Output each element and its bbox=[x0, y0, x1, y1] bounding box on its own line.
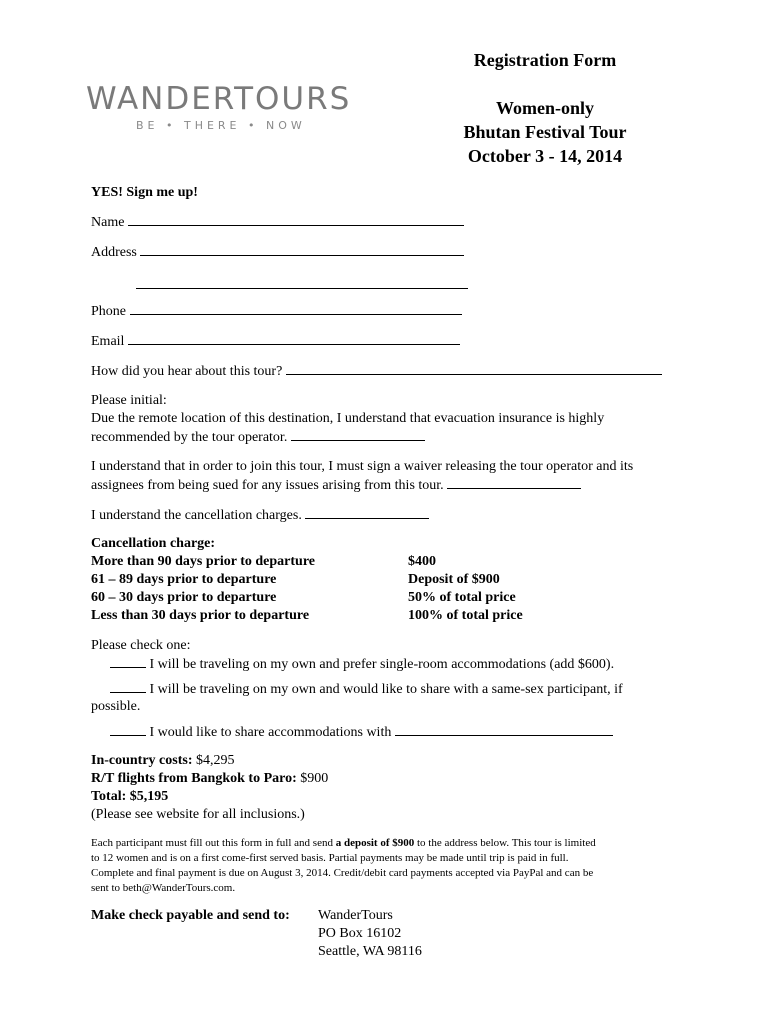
insurance-text-2: recommended by the tour operator. bbox=[91, 430, 288, 445]
name-field[interactable] bbox=[128, 213, 464, 226]
address-field-1[interactable] bbox=[140, 243, 464, 256]
option-share-same-sex-check[interactable] bbox=[110, 680, 146, 693]
name-label: Name bbox=[91, 215, 125, 230]
cancellation-period-1: More than 90 days prior to departure bbox=[91, 554, 315, 569]
check-heading: Please check one: bbox=[91, 638, 191, 653]
incountry-value: $4,295 bbox=[196, 753, 235, 768]
cancellation-period-2: 61 – 89 days prior to departure bbox=[91, 572, 277, 587]
cancellation-charge-4: 100% of total price bbox=[408, 608, 523, 623]
option-share-with-label: I would like to share accommodations with bbox=[149, 725, 392, 740]
cancellation-charge-2: Deposit of $900 bbox=[408, 572, 500, 587]
cancellation-charge-3: 50% of total price bbox=[408, 590, 516, 605]
initial-heading: Please initial: bbox=[91, 393, 167, 408]
fine-print-3: Complete and final payment is due on August 3, 2014. Credit/debit card payments accepted via PayPal and can be bbox=[91, 867, 594, 879]
cancellation-ack-row bbox=[91, 506, 429, 525]
option-single-room-label: I will be traveling on my own and prefer single-room accommodations (add $600). bbox=[149, 657, 615, 672]
option-single-room-check[interactable] bbox=[110, 655, 146, 668]
signup-heading: YES! Sign me up! bbox=[91, 185, 198, 200]
option-share-same-sex-label: I will be traveling on my own and would like to share with a same-sex participant, if bbox=[149, 682, 623, 697]
phone-row bbox=[91, 302, 462, 321]
phone-field[interactable] bbox=[130, 302, 462, 315]
fine-print-4: sent to beth@WanderTours.com. bbox=[91, 882, 236, 894]
fine-print-text-a: Each participant must fill out this form in full and send bbox=[91, 837, 333, 849]
hear-row bbox=[91, 362, 662, 381]
name-row bbox=[91, 213, 464, 232]
phone-label: Phone bbox=[91, 304, 126, 319]
incountry-cost bbox=[91, 752, 235, 770]
logo-wordmark: WANDERTOURS bbox=[86, 81, 352, 117]
flights-value: $900 bbox=[300, 771, 329, 786]
total-cost: Total: $5,195 bbox=[91, 789, 169, 804]
payee-name: WanderTours bbox=[318, 908, 393, 923]
payee-city: Seattle, WA 98116 bbox=[318, 944, 422, 959]
address-row bbox=[91, 243, 464, 262]
tour-dates: October 3 - 14, 2014 bbox=[467, 146, 623, 166]
email-field[interactable] bbox=[128, 332, 460, 345]
email-label: Email bbox=[91, 334, 125, 349]
option-share-same-sex bbox=[110, 680, 623, 699]
tour-subtitle-2: Bhutan Festival Tour bbox=[463, 122, 627, 142]
cancellation-initial-field[interactable] bbox=[305, 506, 429, 519]
cancellation-ack-text: I understand the cancellation charges. bbox=[91, 508, 302, 523]
form-title: Registration Form bbox=[473, 50, 617, 70]
address-label: Address bbox=[91, 245, 137, 260]
logo-tagline: BE • THERE • NOW bbox=[136, 119, 306, 132]
fine-print-1 bbox=[91, 836, 596, 851]
option-share-same-sex-cont: possible. bbox=[91, 699, 141, 714]
hear-label: How did you hear about this tour? bbox=[91, 364, 283, 379]
cancellation-period-4: Less than 30 days prior to departure bbox=[91, 608, 310, 623]
option-single-room bbox=[110, 655, 614, 674]
insurance-row bbox=[91, 428, 425, 447]
fine-print-2: to 12 women and is on a first come-first served basis. Partial payments may be made until trip is paid in full. bbox=[91, 852, 569, 864]
cancellation-period-3: 60 – 30 days prior to departure bbox=[91, 590, 277, 605]
waiver-text-1: I understand that in order to join this tour, I must sign a waiver releasing the tour operator and its bbox=[91, 459, 634, 474]
email-row bbox=[91, 332, 460, 351]
cancellation-charge-1: $400 bbox=[408, 554, 436, 569]
tour-subtitle-1: Women-only bbox=[495, 98, 594, 118]
insurance-text-1: Due the remote location of this destination, I understand that evacuation insurance is highly bbox=[91, 411, 605, 426]
inclusions-note: (Please see website for all inclusions.) bbox=[91, 807, 305, 822]
flights-cost bbox=[91, 770, 328, 788]
payee-po-box: PO Box 16102 bbox=[318, 926, 402, 941]
option-share-with-check[interactable] bbox=[110, 723, 146, 736]
option-share-with bbox=[110, 723, 613, 742]
payable-label: Make check payable and send to: bbox=[91, 908, 290, 923]
deposit-amount: a deposit of $900 bbox=[335, 837, 415, 849]
address-field-2[interactable] bbox=[136, 276, 468, 289]
waiver-text-2: assignees from being sued for any issues arising from this tour. bbox=[91, 478, 444, 493]
share-with-name-field[interactable] bbox=[395, 723, 613, 736]
insurance-initial-field[interactable] bbox=[291, 428, 425, 441]
waiver-row bbox=[91, 476, 581, 495]
fine-print-text-c: to the address below. This tour is limited bbox=[416, 837, 596, 849]
cancellation-heading: Cancellation charge: bbox=[91, 536, 216, 551]
waiver-initial-field[interactable] bbox=[447, 476, 581, 489]
hear-field[interactable] bbox=[286, 362, 662, 375]
incountry-label: In-country costs: bbox=[91, 753, 193, 768]
flights-label: R/T flights from Bangkok to Paro: bbox=[91, 771, 297, 786]
